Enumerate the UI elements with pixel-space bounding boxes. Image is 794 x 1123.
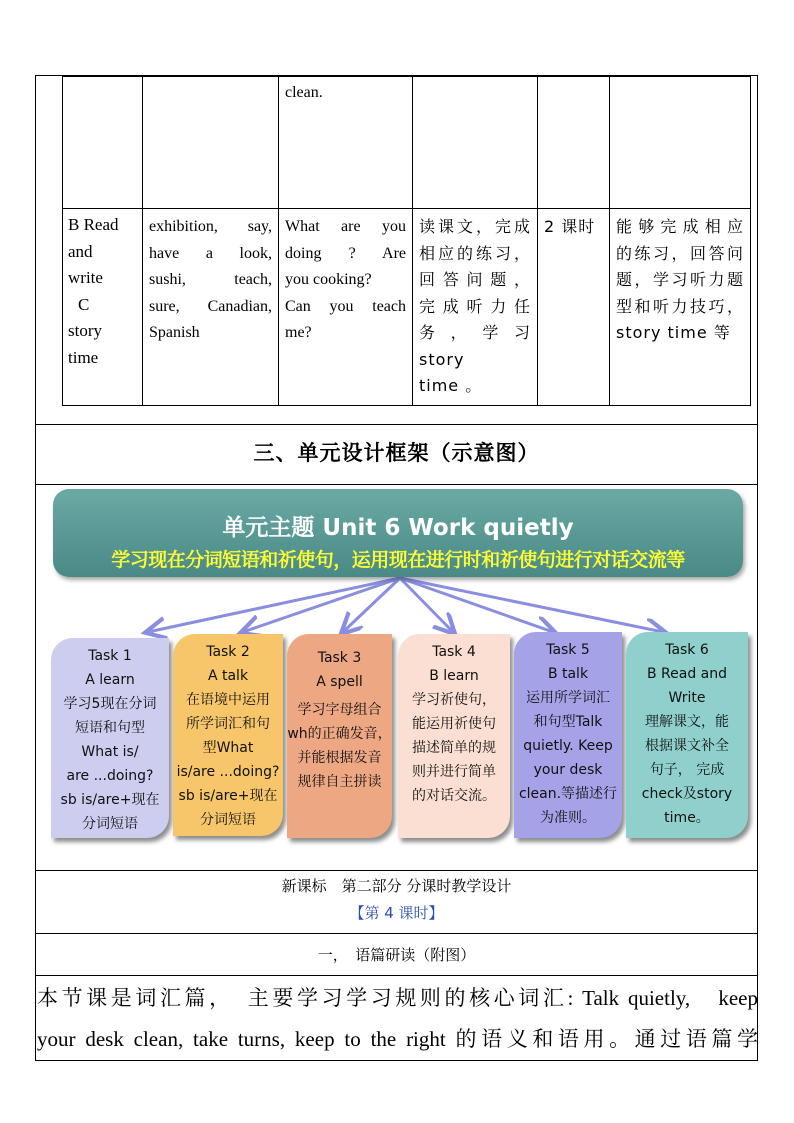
task-line: Task 3 [317, 650, 362, 666]
cell-line: What are you [285, 218, 406, 235]
task-line: 运用所学词汇 [526, 690, 610, 706]
task-line: 规律自主拼读 [297, 774, 382, 790]
unit-theme-banner [53, 489, 743, 577]
task-line: sb is/are+现在 [60, 792, 160, 808]
task-line: clean.等描述行 [518, 786, 618, 802]
task-line: sb is/are+现在 [178, 788, 278, 804]
divider [35, 933, 758, 934]
text-analysis-heading: 一， 语篇研读（附图） [317, 946, 476, 964]
cell-line: 相应的练习， [419, 243, 531, 263]
cell-line: 完成听力任 [419, 296, 531, 316]
task-line: 学习祈使句， [412, 692, 496, 708]
cell-line: story time 等 [616, 323, 731, 342]
table-cell [63, 77, 143, 209]
cell-line: 型和听力技巧， [616, 296, 744, 316]
unit-theme-title: 单元主题 Unit 6 Work quietly [222, 515, 574, 541]
task-line: Task 4 [432, 644, 476, 660]
cell-line: sure, Canadian, [149, 297, 272, 315]
course-standard-heading: 新课标 第二部分 分课时教学设计 [281, 877, 512, 895]
divider [35, 424, 758, 425]
cell-line: doing ? Are [285, 244, 406, 262]
divider [35, 870, 758, 871]
cell-line: 能够完成相应 [616, 217, 744, 236]
table-cell-sentences [279, 209, 413, 406]
task-line: time。 [664, 810, 710, 826]
lesson-number: 【第 4 课时】 [349, 904, 444, 922]
task-line: Task 1 [88, 648, 132, 664]
table-cell [143, 77, 279, 209]
cell-line: sushi, teach, [149, 271, 272, 288]
task-card-3 [287, 634, 392, 838]
task-line: 并能根据发音 [297, 750, 382, 766]
lesson-table [62, 76, 751, 406]
cell-line: me? [285, 324, 312, 341]
task-line: 的对话交流。 [412, 788, 496, 804]
task-line: 型What [202, 740, 254, 756]
table-cell-goals [610, 209, 751, 406]
table-cell-periods [538, 209, 610, 406]
task-line: B Read and [646, 666, 728, 682]
cell-line: and [68, 241, 93, 261]
divider [35, 484, 758, 485]
task-line: wh的正确发音， [287, 726, 392, 742]
cell-line: Can you teach [285, 297, 406, 315]
table-cell-activities [413, 209, 538, 406]
cell-line: exhibition, say, [149, 218, 272, 235]
table-cell: clean. [279, 77, 413, 209]
task-line: 能运用祈使句 [412, 716, 496, 732]
task-line: 为准则。 [540, 810, 596, 826]
task-card-1 [51, 638, 169, 838]
arrow-task2 [243, 578, 400, 632]
cell-line: time 。 [419, 376, 483, 395]
table-row [63, 77, 751, 209]
table-cell-stage [63, 209, 143, 406]
unit-framework-diagram [43, 486, 757, 844]
arrow-task3 [343, 578, 400, 632]
cell-line: Spanish [149, 324, 200, 341]
cell-line: have a look, [149, 244, 272, 262]
section-title: 三、单元设计框架（示意图） [253, 441, 540, 465]
arrow-task1 [148, 578, 400, 632]
paragraph-line: your desk clean, take turns, keep to the right 的语义和语用。通过语篇学 [37, 1027, 758, 1051]
cell-line: 务，学习 story [419, 323, 531, 369]
paragraph-line: 本节课是词汇篇， 主要学习学习规则的核心词汇: Talk quietly, keep [37, 986, 758, 1010]
task-line: B talk [547, 666, 589, 682]
table-row [63, 209, 751, 406]
task-line: 学习字母组合 [297, 702, 382, 718]
task-line: 在语境中运用 [186, 692, 270, 708]
cell-line: 2 课时 [544, 217, 596, 236]
task-line: 理解课文，能 [645, 714, 729, 730]
task-line: A talk [207, 668, 249, 684]
cell-line: 读课文，完成 [419, 217, 531, 236]
table-cell [413, 77, 538, 209]
cell-line: story [68, 321, 102, 340]
cell-line: 的练习，回答问 [616, 243, 744, 263]
task-line: A learn [85, 672, 135, 688]
task-line: 根据课文补全 [645, 738, 729, 754]
task-card-6 [626, 632, 748, 838]
task-line: Task 6 [665, 642, 709, 658]
task-line: 分词短语 [82, 816, 138, 832]
task-line: What is/ [81, 744, 139, 760]
task-line: Write [668, 690, 706, 706]
task-line: 句子， 完成 [649, 762, 725, 778]
table-cell [610, 77, 751, 209]
table-cell [538, 77, 610, 209]
table-cell-vocab [143, 209, 279, 406]
task-line: 描述简单的规 [412, 740, 496, 756]
task-card-5 [514, 632, 622, 838]
cell-line: B Read [68, 215, 119, 234]
task-line: Task 5 [546, 642, 590, 658]
task-line: 则并进行简单 [412, 764, 496, 780]
task-line: quietly. Keep [523, 738, 613, 754]
cell-line: you cooking? [285, 271, 372, 288]
task-line: A spell [316, 674, 363, 690]
unit-theme-subtitle: 学习现在分词短语和祈使句，运用现在进行时和祈使句进行对话交流等 [111, 549, 685, 571]
task-card-4 [398, 634, 510, 838]
task-line: check及story [641, 786, 733, 802]
task-line: 学习5现在分词 [63, 696, 157, 712]
cell-line: 回答问题， [419, 270, 531, 289]
task-line: B learn [429, 668, 479, 684]
task-line: your desk [533, 762, 603, 778]
task-line: 短语和句型 [75, 720, 145, 736]
cell-line: time [68, 347, 99, 367]
task-line: 分词短语 [200, 812, 256, 828]
cell-line: 题，学习听力题 [616, 270, 744, 289]
task-line: is/are ...doing? [176, 764, 280, 780]
task-line: 和句型Talk [533, 714, 603, 730]
task-card-2 [173, 634, 283, 836]
cell-line: C [78, 294, 90, 314]
cell-line: write [68, 268, 103, 287]
divider [35, 975, 758, 976]
task-line: 所学词汇和句 [186, 716, 270, 732]
task-line: are ...doing? [66, 768, 154, 784]
task-line: Task 2 [206, 644, 250, 660]
